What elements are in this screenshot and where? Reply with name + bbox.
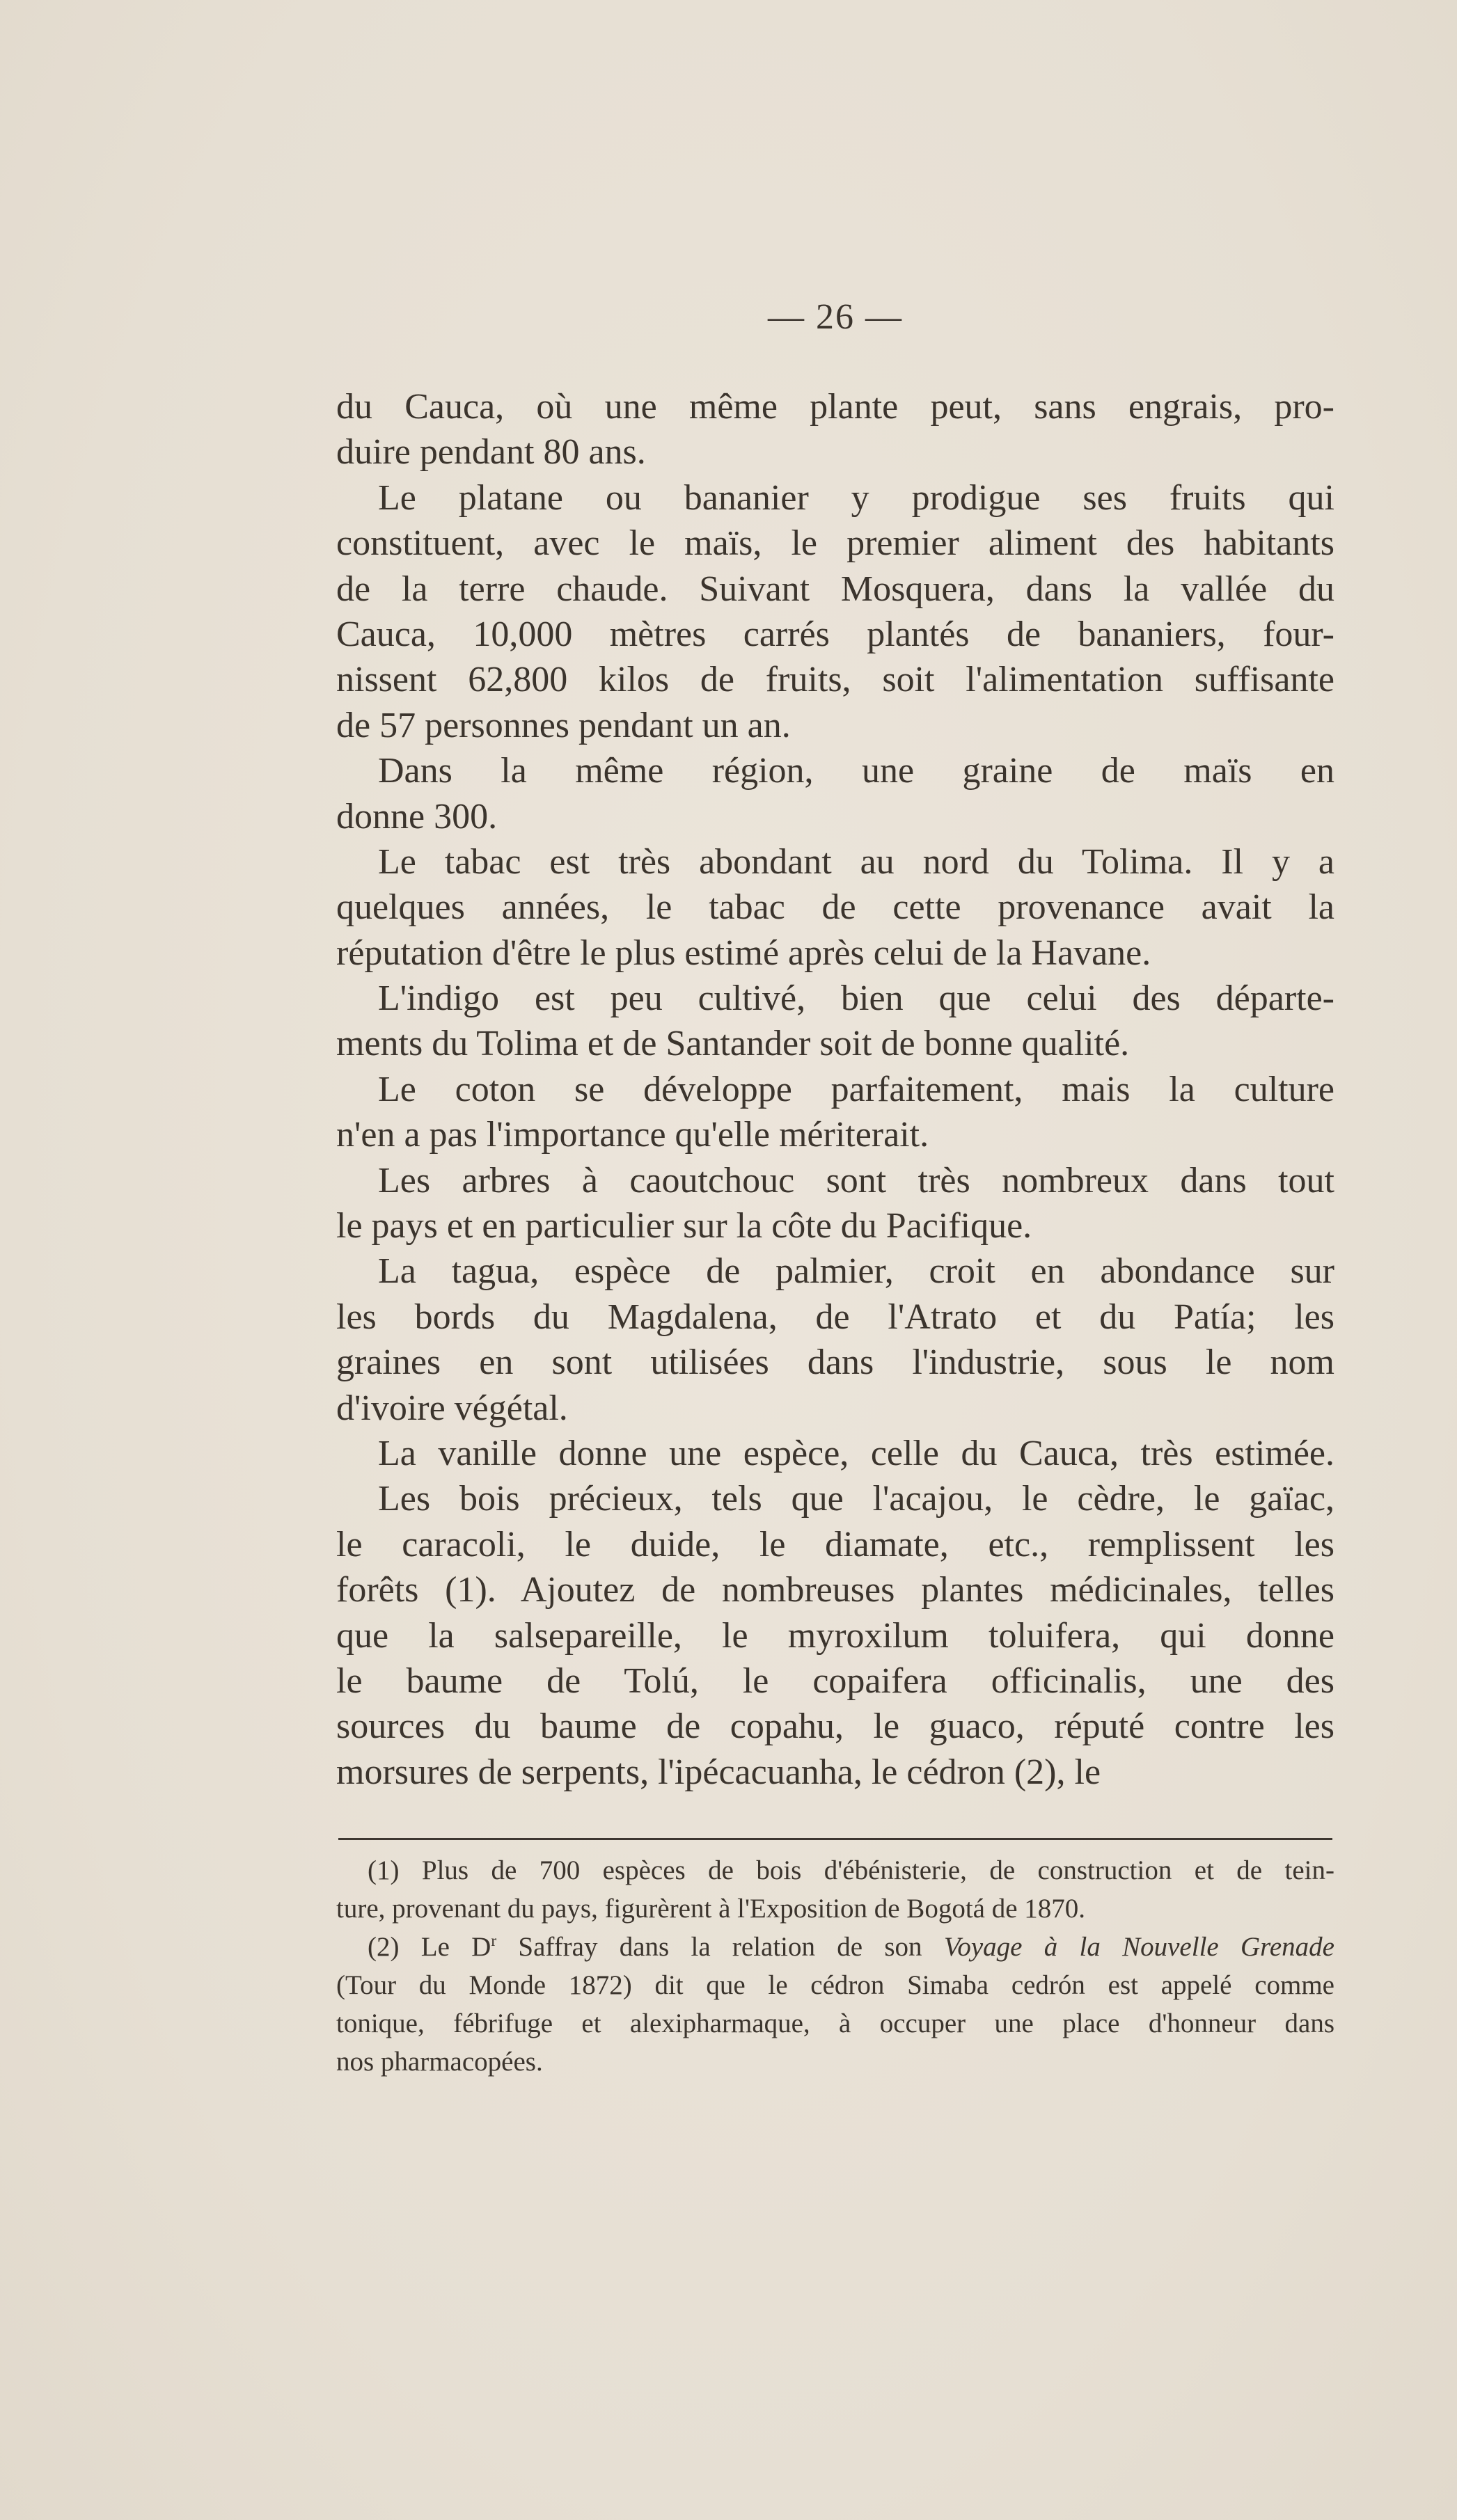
italic-title: Voyage à la Nouvelle Grenade xyxy=(943,1932,1334,1962)
footnote xyxy=(336,1928,1334,2081)
text-line: réputation d'être le plus estimé après celui de la Havane. xyxy=(336,933,1151,973)
text-line: donne 300. xyxy=(336,796,498,837)
text-line: les bords du Magdalena, de l'Atrato et du Patía; les xyxy=(336,1297,1334,1337)
text-line: Dans la même région, une graine de maïs en xyxy=(378,751,1334,791)
paragraph xyxy=(336,839,1334,976)
text-line: Le platane ou bananier y prodigue ses fruits qui xyxy=(378,477,1334,518)
footnote-line xyxy=(336,1851,1334,1889)
text-line: d'ivoire végétal. xyxy=(336,1388,568,1428)
text-line: La tagua, espèce de palmier, croit en abondance sur xyxy=(378,1251,1334,1292)
text-line: Les arbres à caoutchouc sont très nombreux dans tout xyxy=(378,1160,1334,1200)
text-line: duire pendant 80 ans. xyxy=(336,432,646,473)
page-number: — 26 — xyxy=(768,297,903,337)
text-line: constituent, avec le maïs, le premier aliment des habitants xyxy=(336,523,1334,564)
footnote-line xyxy=(336,1928,1334,1966)
text-line: graines en sont utilisées dans l'industrie, sous le nom xyxy=(336,1342,1334,1383)
text-line: n'en a pas l'importance qu'elle mériterait. xyxy=(336,1115,929,1155)
paragraph xyxy=(336,1158,1334,1249)
footnote-text: tonique, fébrifuge et alexipharmaque, à occuper une place d'honneur dans xyxy=(336,2008,1334,2038)
footnote xyxy=(336,1851,1334,1928)
footnote-line xyxy=(336,1889,1334,1928)
superscript: r xyxy=(491,1931,497,1950)
text-line: Le tabac est très abondant au nord du Tolima. Il y a xyxy=(378,841,1334,882)
text-line: La vanille donne une espèce, celle du Cauca, très estimée. xyxy=(378,1433,1334,1473)
text-line: ments du Tolima et de Santander soit de bonne qualité. xyxy=(336,1024,1130,1064)
text-line: Le coton se développe parfaitement, mais la culture xyxy=(378,1069,1334,1109)
text-line: Cauca, 10,000 mètres carrés plantés de bananiers, four- xyxy=(336,614,1334,654)
paragraph xyxy=(336,976,1334,1067)
footnotes xyxy=(336,1851,1334,2081)
body-text xyxy=(336,384,1334,1795)
footnote-text: ture, provenant du pays, figurèrent à l'Exposition de Bogotá de 1870. xyxy=(336,1894,1086,1924)
paragraph xyxy=(336,1067,1334,1158)
footnote-line xyxy=(336,1966,1334,2004)
text-line: le caracoli, le duide, le diamate, etc., remplissent les xyxy=(336,1524,1334,1564)
text-line: de 57 personnes pendant un an. xyxy=(336,705,791,745)
text-line: le baume de Tolú, le copaifera officinalis, une des xyxy=(336,1661,1334,1701)
text-line: quelques années, le tabac de cette provenance avait la xyxy=(336,887,1334,928)
text-line: du Cauca, où une même plante peut, sans engrais, pro- xyxy=(336,387,1334,427)
text-line: le pays et en particulier sur la côte du Pacifique. xyxy=(336,1206,1032,1246)
footnote-text: Saffray dans la relation de son xyxy=(496,1932,944,1962)
paragraph xyxy=(336,1476,1334,1795)
footnote-text: (Tour du Monde 1872) dit que le cédron Simaba cedrón est appelé comme xyxy=(336,1970,1334,2000)
footnote-text: (2) Le D xyxy=(368,1932,491,1962)
text-line: nissent 62,800 kilos de fruits, soit l'alimentation suffisante xyxy=(336,660,1334,700)
text-line: morsures de serpents, l'ipécacuanha, le cédron (2), le xyxy=(336,1752,1101,1792)
paragraph xyxy=(336,475,1334,748)
text-line: sources du baume de copahu, le guaco, réputé contre les xyxy=(336,1706,1334,1747)
footnote-text: nos pharmacopées. xyxy=(336,2047,543,2077)
text-line: que la salsepareille, le myroxilum toluifera, qui donne xyxy=(336,1615,1334,1656)
paragraph xyxy=(336,384,1334,475)
paragraph xyxy=(336,748,1334,839)
text-line: forêts (1). Ajoutez de nombreuses plantes médicinales, telles xyxy=(336,1570,1334,1610)
text-line: de la terre chaude. Suivant Mosquera, dans la vallée du xyxy=(336,569,1334,609)
footnote-line xyxy=(336,2004,1334,2043)
paragraph xyxy=(336,1249,1334,1431)
text-line: Les bois précieux, tels que l'acajou, le cèdre, le gaïac, xyxy=(378,1479,1334,1519)
paragraph xyxy=(336,1431,1334,1476)
footnote-line xyxy=(336,2043,1334,2081)
footnote-text: (1) Plus de 700 espèces de bois d'ébénisterie, de construction et de tein- xyxy=(368,1855,1334,1885)
text-line: L'indigo est peu cultivé, bien que celui des départe- xyxy=(378,978,1334,1019)
footnote-divider xyxy=(338,1838,1332,1840)
